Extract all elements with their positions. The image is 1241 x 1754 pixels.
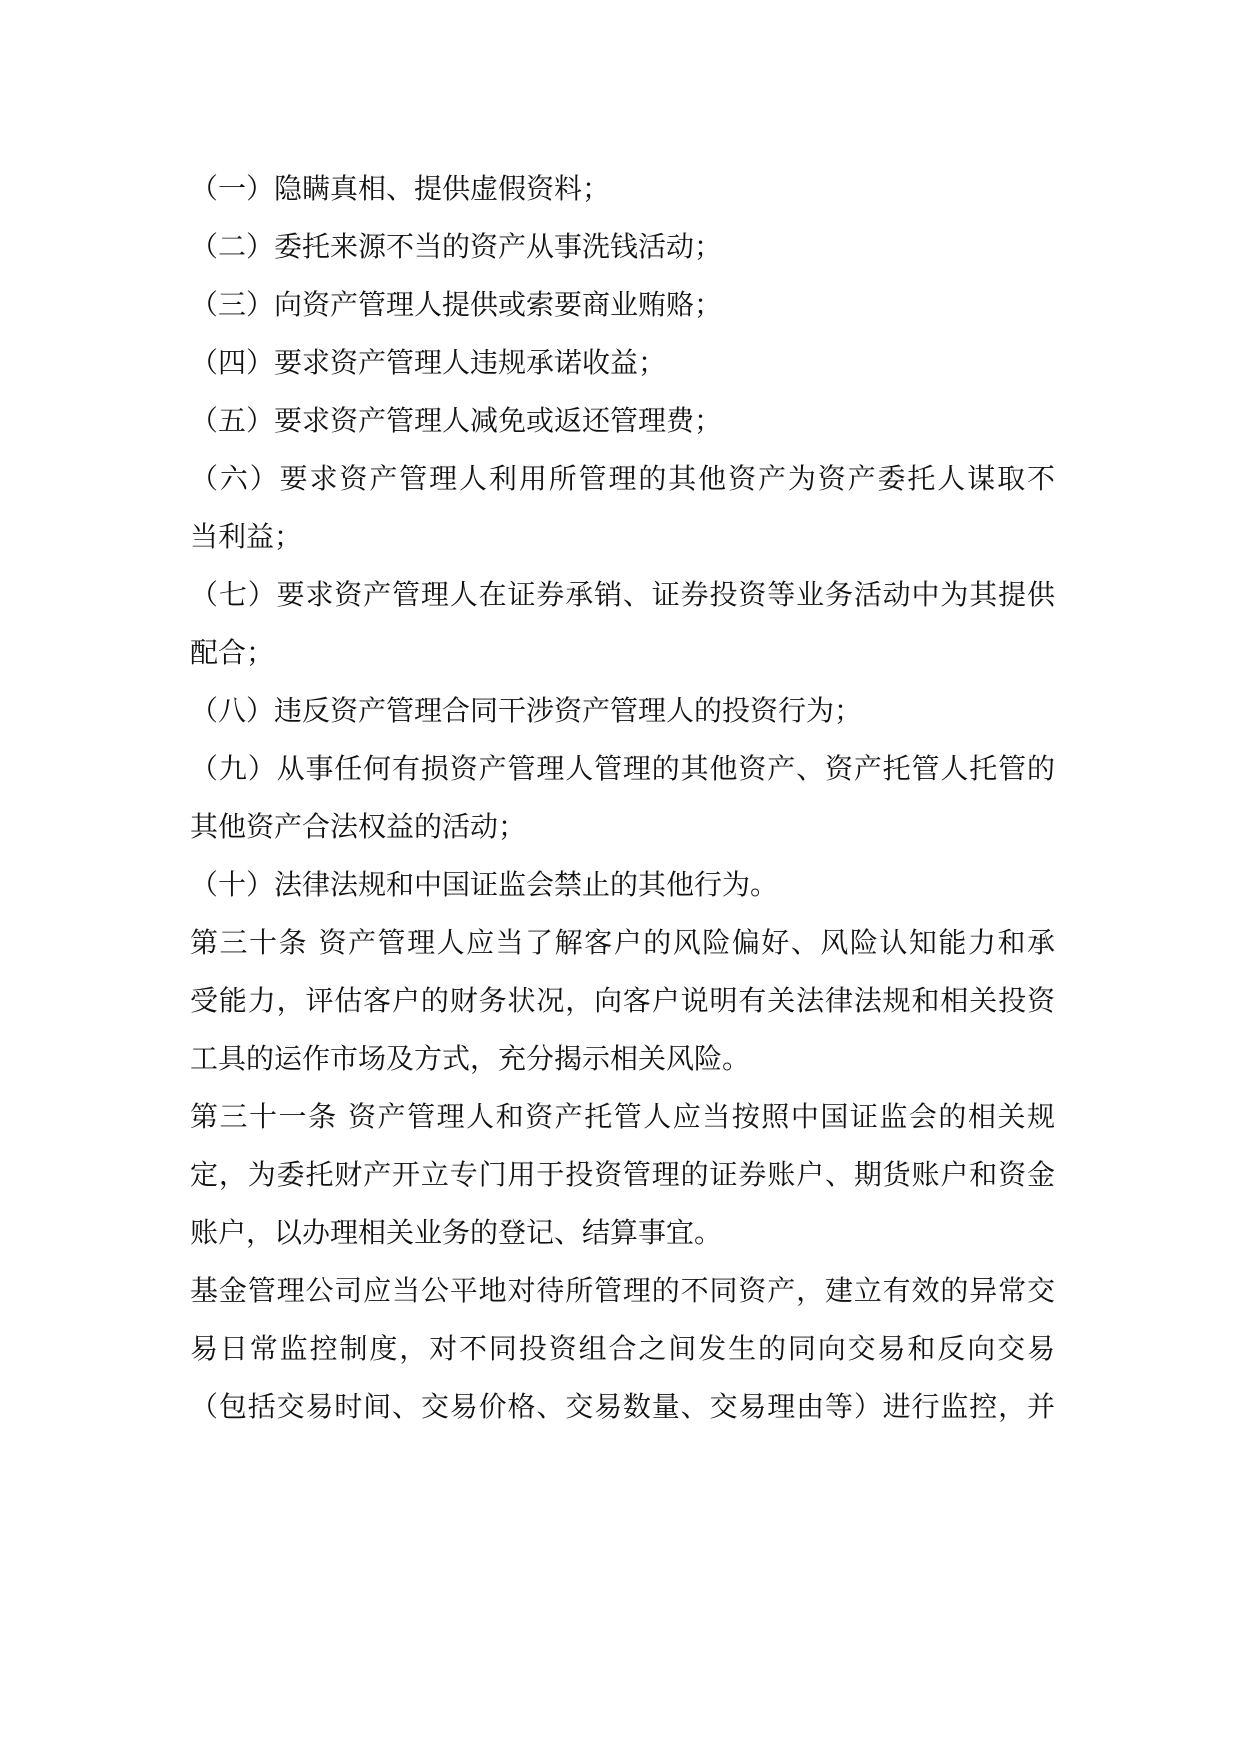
text-line: （八）违反资产管理合同干涉资产管理人的投资行为； xyxy=(190,694,863,727)
text-line: 定，为委托财产开立专门用于投资管理的证券账户、期货账户和资金 xyxy=(190,1158,1055,1191)
text-line: （二）委托来源不当的资产从事洗钱活动； xyxy=(190,230,723,263)
text-line: （七）要求资产管理人在证券承销、证券投资等业务活动中为其提供 xyxy=(190,578,1055,611)
text-line: 配合； xyxy=(190,636,275,669)
text-line: （包括交易时间、交易价格、交易数量、交易理由等）进行监控，并 xyxy=(190,1390,1055,1423)
text-line: （九）从事任何有损资产管理人管理的其他资产、资产托管人托管的 xyxy=(190,752,1055,785)
text-line: （三）向资产管理人提供或索要商业贿赂； xyxy=(190,288,723,321)
text-line: （十）法律法规和中国证监会禁止的其他行为。 xyxy=(190,868,779,901)
text-line: 基金管理公司应当公平地对待所管理的不同资产，建立有效的异常交 xyxy=(190,1274,1055,1307)
text-line: （四）要求资产管理人违规承诺收益； xyxy=(190,346,667,379)
text-line: （一）隐瞒真相、提供虚假资料； xyxy=(190,172,611,205)
text-line: 账户，以办理相关业务的登记、结算事宜。 xyxy=(190,1216,723,1249)
article-30-heading-line: 第三十条 资产管理人应当了解客户的风险偏好、风险认知能力和承 xyxy=(190,926,1055,959)
text-line: 易日常监控制度，对不同投资组合之间发生的同向交易和反向交易 xyxy=(190,1332,1055,1365)
article-31-heading-line: 第三十一条 资产管理人和资产托管人应当按照中国证监会的相关规 xyxy=(190,1100,1055,1133)
text-line: 工具的运作市场及方式，充分揭示相关风险。 xyxy=(190,1042,751,1075)
text-line: 当利益； xyxy=(190,520,303,553)
text-line: （六）要求资产管理人利用所管理的其他资产为资产委托人谋取不 xyxy=(190,462,1055,495)
text-line: （五）要求资产管理人减免或返还管理费； xyxy=(190,404,723,437)
document-body xyxy=(190,160,1055,1436)
text-line: 其他资产合法权益的活动； xyxy=(190,810,527,843)
text-line: 受能力，评估客户的财务状况，向客户说明有关法律法规和相关投资 xyxy=(190,984,1055,1017)
